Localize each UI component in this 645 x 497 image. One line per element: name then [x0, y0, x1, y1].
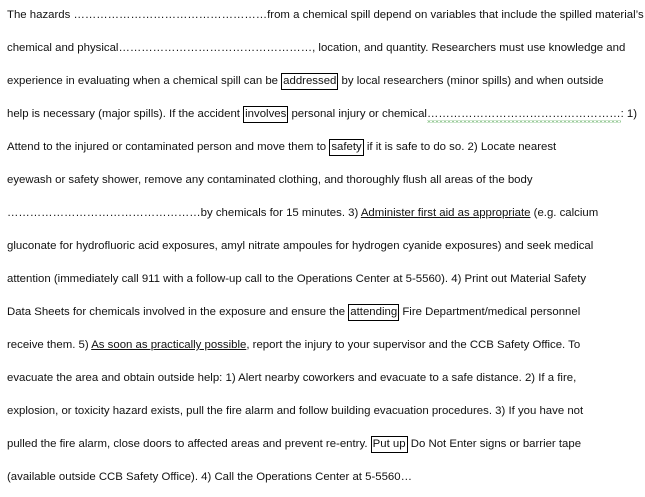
- document-body: [7, 0, 644, 495]
- text-run: chemical and physical: [7, 42, 119, 54]
- text-run: from a chemical spill depend on variables that include the spilled material’s: [267, 9, 644, 21]
- text-line: [7, 462, 639, 495]
- text-run: by local researchers (minor spills) and when outside: [338, 75, 604, 87]
- boxed-word: safety: [329, 139, 363, 156]
- text-run: , location, and quantity. Researchers must use knowledge and: [312, 42, 626, 54]
- text-line: [7, 363, 639, 396]
- text-run: Fire Department/medical personnel: [399, 306, 581, 318]
- text-run: personal injury or chemical: [288, 108, 427, 120]
- text-run: Do Not Enter signs or barrier tape: [407, 438, 582, 450]
- text-line: [7, 396, 639, 429]
- text-run: gluconate for hydrofluoric acid exposures, amyl nitrate ampoules for hydrogen cyanide exposures) and seek medical: [7, 240, 594, 252]
- text-line: [7, 231, 639, 264]
- text-line: [7, 429, 639, 462]
- boxed-word: addressed: [281, 73, 338, 90]
- text-run: explosion, or toxicity hazard exists, pull the fire alarm and follow building evacuation procedures. 3) If you have not: [7, 405, 584, 417]
- boxed-word: attending: [348, 304, 399, 321]
- text-run: if it is safe to do so. 2) Locate nearest: [363, 141, 557, 153]
- text-line: [7, 33, 639, 66]
- blank-dots: ……………………………………………: [427, 107, 621, 123]
- text-run: attention (immediately call 911 with a follow-up call to the Operations Center at 5-5560). 4) Print out Material Safety: [7, 273, 587, 285]
- text-line: [7, 66, 639, 99]
- text-run: help is necessary (major spills). If the accident: [7, 108, 244, 120]
- underlined-phrase: As soon as practically possible: [91, 339, 247, 351]
- text-run: pulled the fire alarm, close doors to affected areas and prevent re-entry.: [7, 438, 371, 450]
- text-line: [7, 99, 639, 132]
- text-line: [7, 330, 639, 363]
- text-run: experience in evaluating when a chemical spill can be: [7, 75, 282, 87]
- text-run: receive them. 5): [7, 339, 92, 351]
- text-line: [7, 264, 639, 297]
- boxed-word: Put up: [371, 436, 408, 453]
- blank-dots: ……………………………………………: [118, 42, 313, 54]
- text-line: [7, 165, 639, 198]
- text-line: [7, 0, 644, 33]
- blank-dots: ……………………………………………: [73, 9, 268, 21]
- boxed-word: involves: [243, 106, 288, 123]
- text-run: Attend to the injured or contaminated person and move them to: [7, 141, 330, 153]
- blank-dots: ……………………………………………: [7, 207, 201, 219]
- text-line: [7, 198, 639, 231]
- text-run: by chemicals for 15 minutes. 3): [200, 207, 361, 219]
- underlined-phrase: Administer first aid as appropriate: [360, 207, 531, 219]
- text-run: eyewash or safety shower, remove any contaminated clothing, and thoroughly flush all areas of the body: [7, 174, 533, 186]
- text-run: (available outside CCB Safety Office). 4) Call the Operations Center at 5-5560…: [7, 471, 412, 483]
- text-run: : 1): [620, 108, 638, 120]
- text-run: Data Sheets for chemicals involved in the exposure and ensure the: [7, 306, 349, 318]
- text-run: (e.g. calcium: [530, 207, 599, 219]
- text-run: , report the injury to your supervisor and the CCB Safety Office. To: [246, 339, 581, 351]
- text-run: The hazards: [7, 9, 74, 21]
- text-line: [7, 297, 639, 330]
- text-line: [7, 132, 639, 165]
- text-run: evacuate the area and obtain outside help: 1) Alert nearby coworkers and evacuate to a safe distance. 2) If a fire,: [7, 372, 577, 384]
